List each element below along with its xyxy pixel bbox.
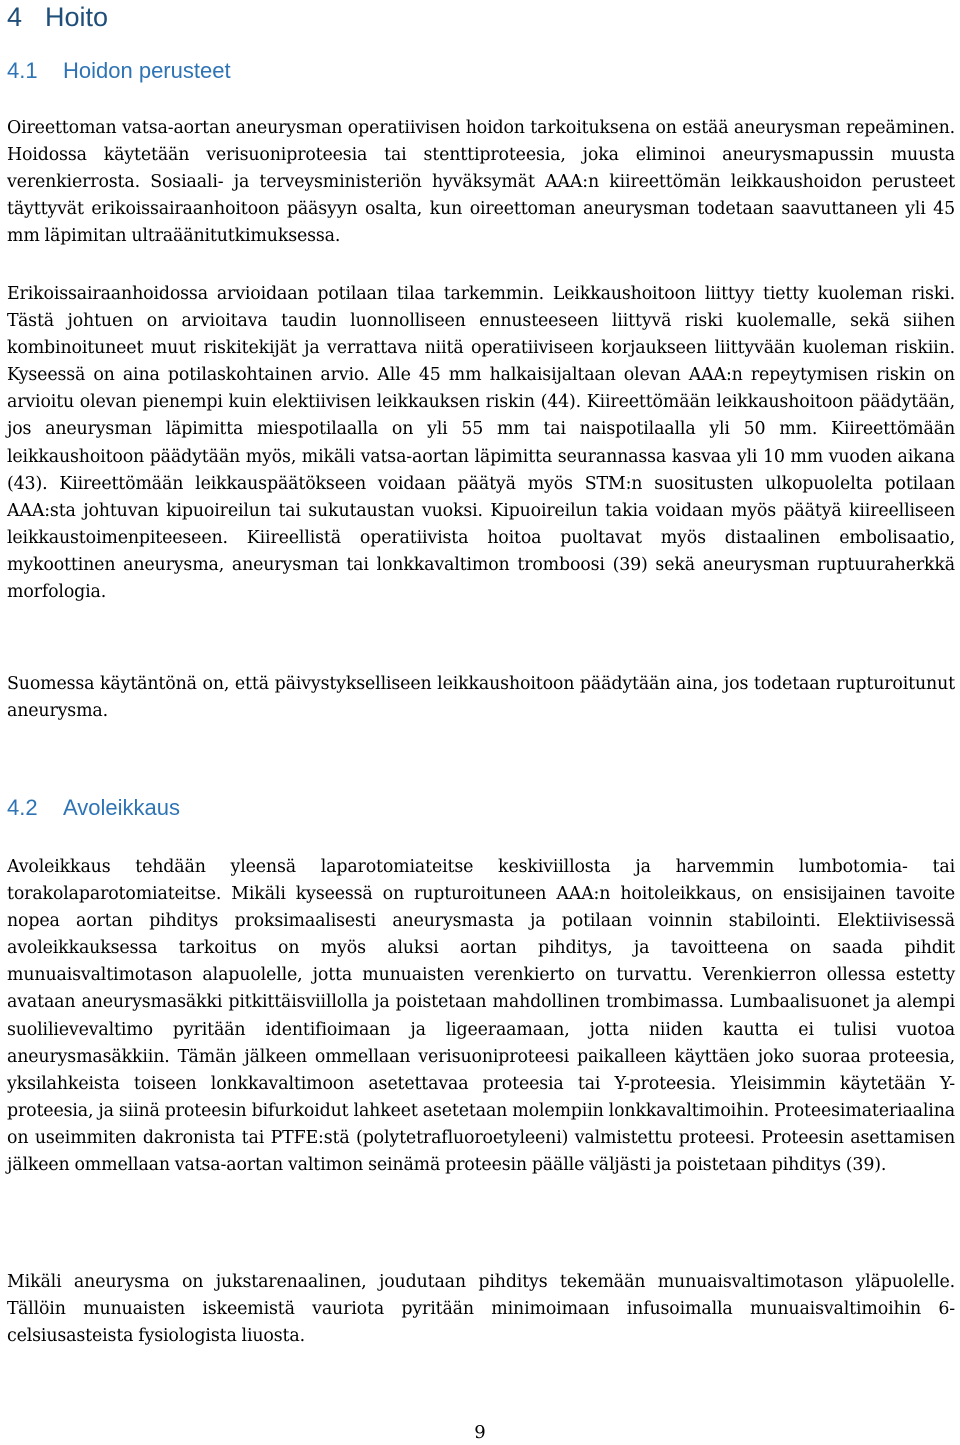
chapter-heading [7, 0, 108, 34]
paragraph: Erikoissairaanhoidossa arvioidaan potilaan tilaa tarkemmin. Leikkaushoitoon liittyy tietty kuoleman riski. Tästä johtuen on arvioitava taudin luonnolliseen ennusteeseen liittyvä riski kuolemalle, sekä siihen kombinoituneet muut riskitekijät ja verrattava niitä operatiiviseen korjaukseen liittyvään kuoleman riskiin. Kyseessä on aina potilaskohtainen arvio. Alle 45 mm halkaisijaltaan olevan AAA:n repeytymisen riskin on arvioitu olevan pienempi kuin elektiivisen leikkauksen riskin (44). Kiireettömään leikkaushoitoon päädytään, jos aneurysman läpimitta miespotilaalla on yli 55 mm tai naispotilaalla yli 50 mm. Kiireettömään leikkaushoitoon päädytään myös, mikäli vatsa-aortan läpimitta seurannassa kasvaa yli 10 mm vuoden aikana (43). Kiireettömään leikkauspäätökseen voidaan päätyä myös STM:n suositusten ulkopuolelta potilaan AAA:sta johtuvan kipuoireilun tai sukutaustan vuoksi. Kipuoireilun takia voidaan myös päätyä kiireelliseen leikkaustoimenpiteeseen. Kiireellistä operatiivista hoitoa puoltavat myös distaalinen embolisaatio, mykoottinen aneurysma, aneurysman tai lonkkavaltimon tromboosi (39) sekä aneurysman ruptuuraherkkä morfologia. [7, 284, 955, 603]
paragraph: Avoleikkaus tehdään yleensä laparotomiateitse keskiviillosta ja harvemmin lumbotomia- tai torakolaparotomiateitse. Mikäli kyseessä on rupturoituneen AAA:n hoitoleikkaus, on ensisijainen tavoite nopea aortan pihditys proksimaalisesti aneurysmasta ja potilaan voinnin stabilointi. Elektiivisessä avoleikkauksessa tarkoitus on myös aluksi aortan pihditys, ja tavoitteena on saada pihdit munuaisvaltimotason alapuolelle, jotta munuaisten verenkierto on turvattu. Verenkierron ollessa estetty avataan aneurysmasäkki pitkittäisviillolla ja poistetaan mahdollinen trombimassa. Lumbaalisuonet ja alempi suolilievevaltimo pyritään identifioimaan ja ligeeraamaan, jotta niiden kautta ei tulisi vuotoa aneurysmasäkkiin. Tämän jälkeen ommellaan verisuoniproteesi paikalleen käyttäen joko suoraa proteesia, yksilahkeista toiseen lonkkavaltimoon asetettavaa proteesia tai Y-proteesia. Yleisimmin käytetään Y-proteesia, ja siinä proteesin bifurkoidut lahkeet asetetaan molempiin lonkkavaltimoihin. Proteesimateriaalina on useimmiten dakronista tai PTFE:stä (polytetrafluoroetyleeni) valmistettu proteesi. Proteesin asettamisen jälkeen ommellaan vatsa-aortan valtimon seinämä proteesin päälle väljästi ja poistetaan pihditys (39). [7, 857, 955, 1176]
section-heading-4-1 [7, 57, 231, 85]
section-number: 4.2 [7, 795, 38, 820]
section-heading-4-2 [7, 794, 180, 822]
paragraph: Mikäli aneurysma on jukstarenaalinen, joudutaan pihditys tekemään munuaisvaltimotason yläpuolelle. Tällöin munuaisten iskeemistä vauriota pyritään minimoimaan infusoimalla munuaisvaltimoihin 6-celsiusasteista fysiologista liuosta. [7, 1272, 955, 1347]
section-title: Avoleikkaus [63, 795, 180, 820]
section-title: Hoidon perusteet [63, 58, 231, 83]
paragraph: Suomessa käytäntönä on, että päivystykselliseen leikkaushoitoon päädytään aina, jos todetaan rupturoitunut aneurysma. [7, 674, 955, 722]
section-number: 4.1 [7, 58, 38, 83]
chapter-number: 4 [7, 2, 23, 32]
page-number: 9 [474, 1422, 486, 1443]
chapter-title: Hoito [45, 2, 109, 32]
paragraph: Oireettoman vatsa-aortan aneurysman operatiivisen hoidon tarkoituksena on estää aneurysman repeäminen. Hoidossa käytetään verisuoniproteesia tai stenttiproteesia, joka eliminoi aneurysmapussin muusta verenkierrosta. Sosiaali- ja terveysministeriön hyväksymät AAA:n kiireettömän leikkaushoidon perusteet täyttyvät erikoissairaanhoitoon pääsyyn osalta, kun oireettoman aneurysman todetaan saavuttaneen yli 45 mm läpimitan ultraäänitutkimuksessa. [7, 118, 955, 247]
